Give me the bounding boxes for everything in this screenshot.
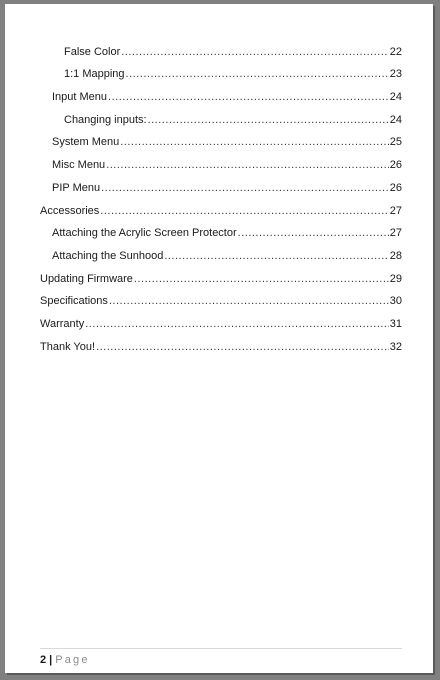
toc-leader-dots: [101, 181, 389, 195]
toc-entry-page: 30: [389, 295, 402, 308]
toc-entry[interactable]: [40, 240, 402, 263]
footer-page-number: 2: [40, 654, 47, 666]
toc-entry[interactable]: [40, 149, 402, 172]
toc-entry[interactable]: [40, 104, 402, 127]
toc-entry-label: Changing inputs:: [64, 113, 147, 126]
toc-leader-dots: [134, 272, 389, 286]
toc-entry-label: PIP Menu: [52, 181, 101, 194]
toc-entry-page: 27: [389, 204, 402, 217]
toc-entry[interactable]: [40, 81, 402, 104]
toc-entry[interactable]: [40, 127, 402, 150]
toc-entry-page: 28: [389, 249, 402, 262]
toc-entry[interactable]: [40, 263, 402, 286]
toc-leader-dots: [108, 90, 389, 104]
toc-entry-label: 1:1 Mapping: [64, 68, 125, 81]
toc-entry[interactable]: [40, 218, 402, 241]
toc-leader-dots: [85, 317, 389, 331]
toc-entry-page: 23: [389, 68, 402, 81]
toc-entry-label: Accessories: [40, 204, 100, 217]
toc-entry-label: Input Menu: [52, 91, 108, 104]
toc-leader-dots: [120, 135, 389, 149]
toc-entry[interactable]: [40, 331, 402, 354]
toc-entry-label: Updating Firmware: [40, 272, 133, 285]
toc-leader-dots: [96, 340, 389, 354]
toc-leader-dots: [109, 294, 389, 308]
toc-entry-label: Specifications: [40, 295, 108, 308]
toc-entry-page: 31: [389, 317, 402, 330]
toc-leader-dots: [126, 67, 389, 81]
toc-entry-label: False Color: [64, 45, 121, 58]
toc-entry-label: Warranty: [40, 317, 85, 330]
toc-entry-label: Attaching the Acrylic Screen Protector: [52, 227, 237, 240]
toc-entry-page: 29: [389, 272, 402, 285]
toc-entry-page: 26: [389, 181, 402, 194]
toc-leader-dots: [100, 204, 388, 218]
document-page: [5, 4, 433, 673]
toc-entry-page: 22: [389, 45, 402, 58]
toc-leader-dots: [164, 249, 388, 263]
toc-entry-page: 27: [389, 227, 402, 240]
toc-entry[interactable]: [40, 59, 402, 82]
toc-entry-label: Misc Menu: [52, 159, 106, 172]
toc-entry[interactable]: [40, 286, 402, 309]
toc-leader-dots: [106, 158, 389, 172]
toc-entry[interactable]: [40, 36, 402, 59]
toc-entry-label: Thank You!: [40, 340, 96, 353]
toc-entry-page: 32: [389, 340, 402, 353]
page-footer: [40, 648, 402, 667]
toc-entry-label: Attaching the Sunhood: [52, 249, 164, 262]
toc-entry-label: System Menu: [52, 136, 120, 149]
toc-entry-page: 25: [389, 136, 402, 149]
toc-entry[interactable]: [40, 308, 402, 331]
toc-entry-page: 26: [389, 159, 402, 172]
toc-entry-page: 24: [389, 113, 402, 126]
toc-leader-dots: [238, 226, 389, 240]
toc-leader-dots: [121, 45, 389, 59]
toc-leader-dots: [148, 113, 389, 127]
footer-page-word: Page: [55, 654, 90, 666]
toc-entry[interactable]: [40, 172, 402, 195]
toc-entry[interactable]: [40, 195, 402, 218]
table-of-contents: [40, 36, 402, 354]
toc-entry-page: 24: [389, 91, 402, 104]
footer-separator: |: [49, 654, 53, 666]
